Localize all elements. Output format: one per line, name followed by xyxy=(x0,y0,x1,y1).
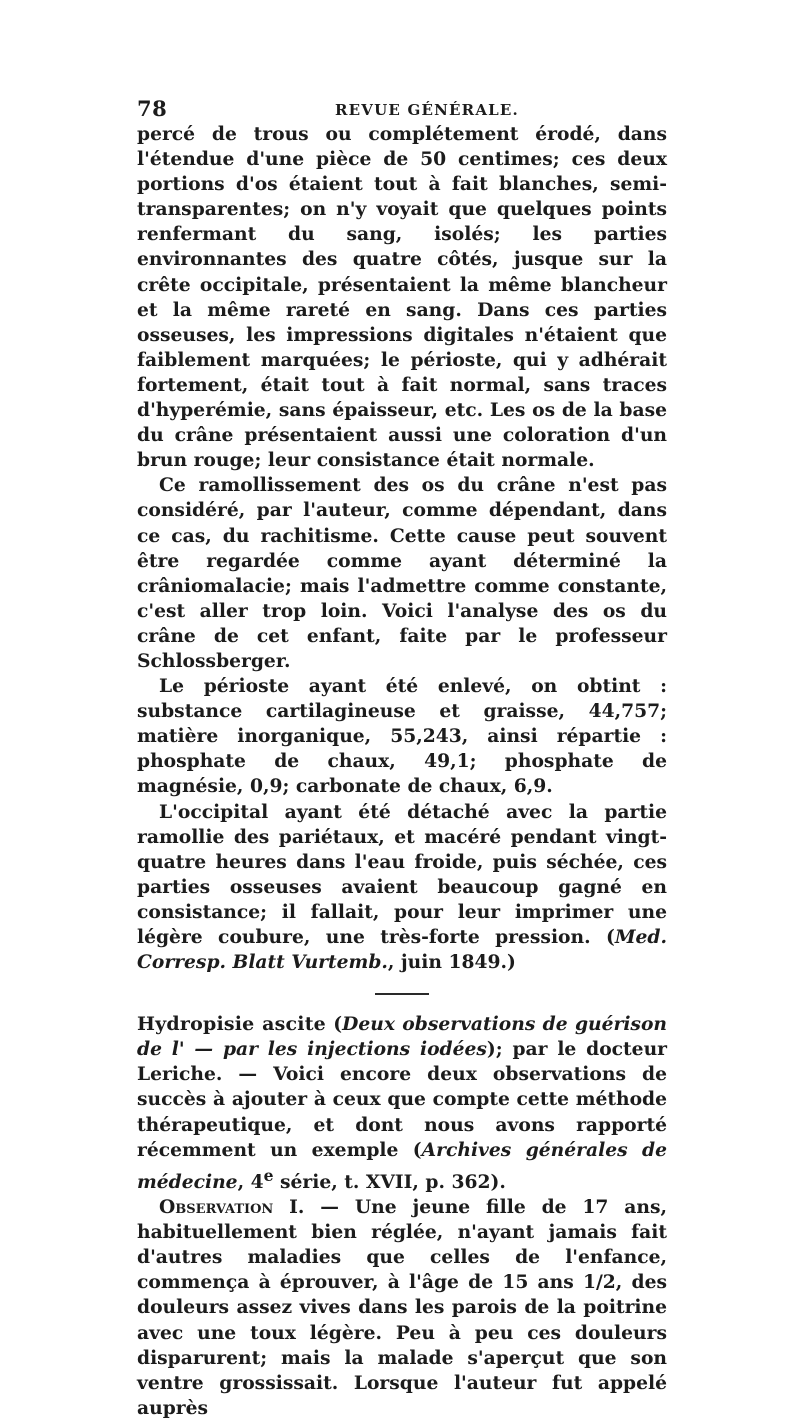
book-page xyxy=(137,96,667,1421)
journal-reference: Archives générales de médecine xyxy=(137,1138,667,1193)
heading-subtitle: Deux observations de guérison de l' — par les injections iodées xyxy=(137,1013,668,1061)
section-divider xyxy=(375,993,429,995)
intro-text: ); par le docteur Leriche. — Voici encore deux observations de succès à ajouter à ceux que compte cette méthode thérapeutique, et dont nous avons rapporté récemment un exemple ( xyxy=(137,1038,667,1161)
source-citation: Med. Corresp. Blatt Vurtemb. xyxy=(137,926,667,974)
paragraph-softening-cause: Ce ramollissement des os du crâne n'est pas considéré, par l'auteur, comme dépendant, dans ce cas, du rachitisme. Cette cause peut souvent être regardée comme ayant déterminé la crâniomalacie; mais l'admettre comme constante, c'est aller trop loin. Voici l'analyse des os du crâne de cet enfant, faite par le professeur Schlossberger. xyxy=(137,474,667,672)
observation-label: Observation I. xyxy=(159,1196,305,1219)
paragraph-analysis: Le périoste ayant été enlevé, on obtint : substance cartilagineuse et graisse, 44,757; matière inorganique, 55,243, ainsi répartie : phosphate de chaux, 49,1; phosphate de magnésie, 0,9; carbonate de chaux, 6,9. xyxy=(137,675,667,798)
paragraph-observation-one xyxy=(137,1195,667,1421)
running-title: REVUE GÉNÉRALE. xyxy=(335,101,519,119)
reference-rest: série, t. XVII, p. 362). xyxy=(273,1170,506,1193)
observation-text: — Une jeune fille de 17 ans, habituellement bien réglée, n'ayant jamais fait d'autres maladies que celles de l'enfance, commença à éprouver, à l'âge de 15 ans 1/2, des douleurs assez vives dans les parois de la poitrine avec une toux légère. Peu à peu ces douleurs disparurent; mais la malade s'aperçut que son ventre grossissait. Lorsque l'auteur fut appelé auprès xyxy=(137,1196,668,1419)
page-number: 78 xyxy=(137,96,168,121)
heading-paren: ( xyxy=(325,1013,343,1036)
reference-superscript: e xyxy=(263,1165,274,1185)
paragraph-ascites-intro xyxy=(137,1012,667,1195)
paragraph-occipital xyxy=(137,800,667,976)
citation-date: , juin 1849.) xyxy=(387,951,516,974)
paragraph-bone-description: percé de trous ou complétement érodé, dans l'étendue d'une pièce de 50 centimes; ces deux portions d'os étaient tout à fait blanches, semi-transparentes; on n'y voyait que quelques points renfermant du sang, isolés; les parties environnantes des quatre côtés, jusque sur la crête occipitale, présentaient la même blancheur et la même rareté en sang. Dans ces parties osseuses, les impressions digitales n'étaient que faiblement marquées; le périoste, qui y adhérait fortement, était tout à fait normal, sans traces d'hyperémie, sans épaisseur, etc. Les os de la base du crâne présentaient aussi une coloration d'un brun rouge; leur consistance était normale. xyxy=(137,123,667,472)
section-heading: Hydropisie ascite xyxy=(137,1013,326,1036)
page-header xyxy=(137,96,667,120)
reference-series: , 4 xyxy=(237,1170,264,1193)
occipital-text: L'occipital ayant été détaché avec la partie ramollie des pariétaux, et macéré pendant vingt-quatre heures dans l'eau froide, puis séchée, ces parties osseuses avaient beaucoup gagné en consistance; il fallait, pour leur imprimer une légère coubure, une très-forte pression. ( xyxy=(137,800,667,948)
